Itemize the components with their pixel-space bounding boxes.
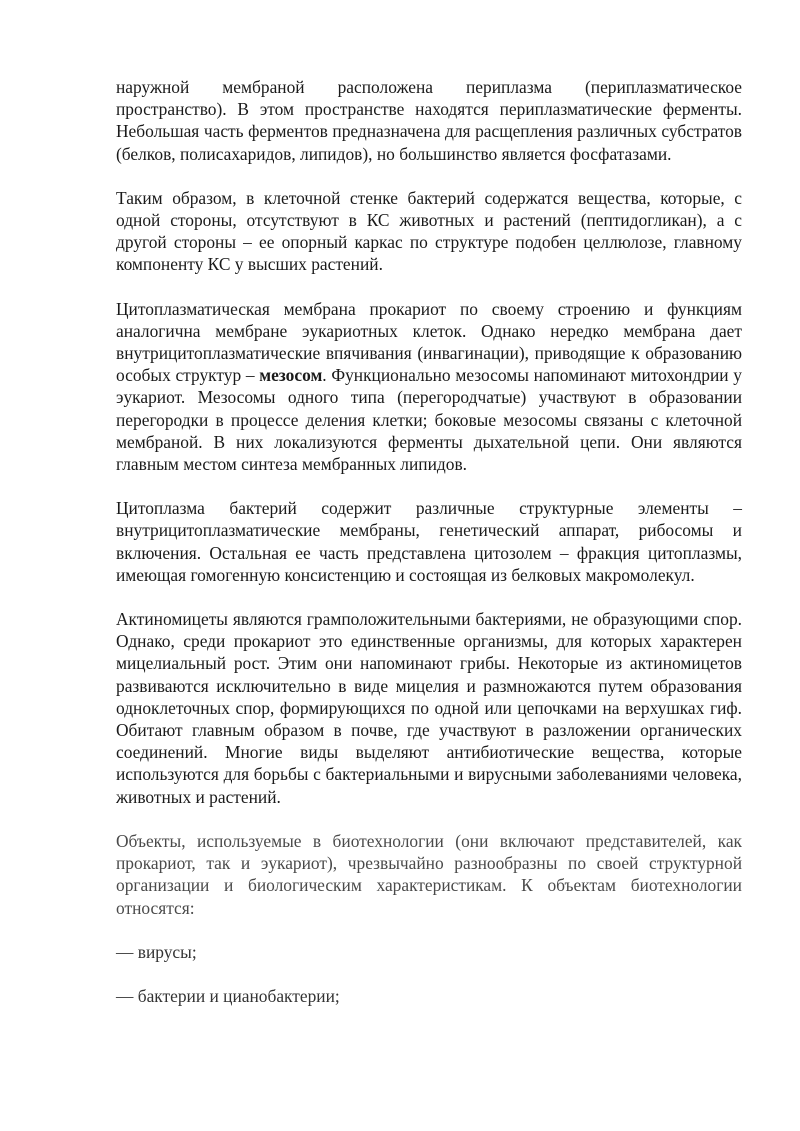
paragraph-text: Цитоплазматическая мембрана прокариот по своему строению и функциям аналогична мембране эукариотных клеток. Однако нередко мембрана дает внутрицитоплазматические впячивания (инвагинации), приводящие к образованию особых структур –: [116, 298, 742, 386]
paragraph-cell-wall-summary: Таким образом, в клеточной стенке бактерий содержатся вещества, которые, с одной стороны, отсутствуют в КС животных и растений (пептидогликан), а с другой стороны – ее опорный каркас по структуре подобен целлюлозе, главному компоненту КС у высших растений.: [116, 187, 742, 275]
paragraph-biotech-objects: Объекты, используемые в биотехнологии (они включают представителей, как прокариот, так и эукариот), чрезвычайно разнообразны по своей структурной организации и биологическим характеристикам. К объектам биотехнологии относятся:: [116, 830, 742, 918]
paragraph-periplasm: наружной мембраной расположена периплазма (периплазматическое пространство). В этом пространстве находятся периплазматические ферменты. Небольшая часть ферментов предназначена для расщепления различных субстратов (белков, полисахаридов, липидов), но большинство является фосфатазами.: [116, 77, 742, 164]
paragraph-text: . Функционально мезосомы напоминают митохондрии у эукариот. Мезосомы одного типа (перегородчатые) участвуют в образовании перегородки в процессе деления клетки; боковые мезосомы связаны с клеточной мембраной. В них локализуются ферменты дыхательной цепи. Они являются главным местом синтеза мембранных липидов.: [116, 365, 742, 475]
document-page: [116, 76, 742, 1029]
paragraph-cytoplasm: Цитоплазма бактерий содержит различные структурные элементы – внутрицитоплазматические мембраны, генетический аппарат, рибосомы и включения. Остальная ее часть представлена цитозолем – фракция цитоплазмы, имеющая гомогенную консистенцию и состоящая из белковых макромолекул.: [116, 498, 742, 585]
list-item: — вирусы;: [116, 941, 197, 962]
paragraph-actinomycetes: Актиномицеты являются грамположительными бактериями, не образующими спор. Однако, среди прокариот это единственные организмы, для которых характерен мицелиальный рост. Этим они напоминают грибы. Некоторые из актиномицетов развиваются исключительно в виде мицелия и размножаются путем образования одноклеточных спор, формирующихся по одной или цепочками на верхушках гиф. Обитают главным образом в почве, где участвуют в разложении органических соединений. Многие виды выделяют антибиотические вещества, которые используются для борьбы с бактериальными и вирусными заболеваниями человека, животных и растений.: [116, 609, 742, 807]
paragraph-cytoplasmic-membrane: [116, 298, 742, 476]
list-item: — бактерии и цианобактерии;: [116, 985, 340, 1006]
term-mesosome: мезосом: [259, 365, 323, 386]
